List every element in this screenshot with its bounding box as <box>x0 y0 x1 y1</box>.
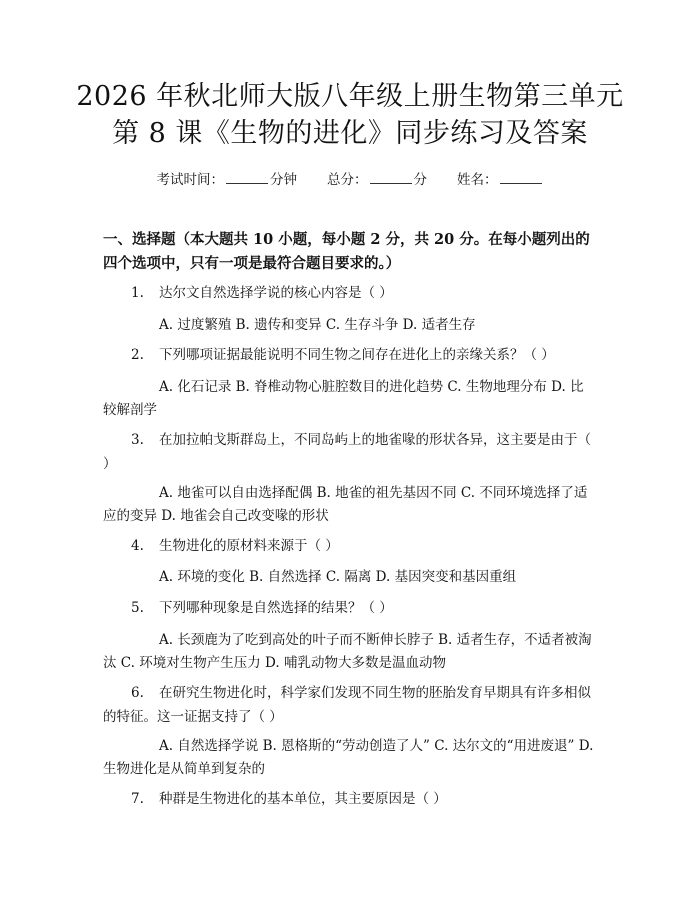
score-unit: 分 <box>413 172 427 188</box>
question-5 <box>103 596 597 620</box>
question-4-options: A. 环境的变化 B. 自然选择 C. 隔离 D. 基因突变和基因重组 <box>159 569 517 585</box>
score-label: 总分： <box>327 172 368 188</box>
question-6-options: A. 自然选择学说 B. 恩格斯的“劳动创造了人” C. 达尔文的“用进废退” D. 生物进化是从简单到复杂的 <box>103 738 594 777</box>
question-number: 4. <box>131 538 144 554</box>
question-number: 6. <box>131 685 144 701</box>
score-blank <box>370 171 412 184</box>
exam-meta <box>0 168 700 188</box>
question-5-options: A. 长颈鹿为了吃到高处的叶子而不断伸长脖子 B. 适者生存，不适者被淘汰 C. 环境对生物产生压力 D. 哺乳动物大多数是温血动物 <box>103 632 592 671</box>
question-stem: 生物进化的原材料来源于（ ） <box>159 538 339 554</box>
question-stem: 达尔文自然选择学说的核心内容是（ ） <box>159 285 393 301</box>
question-number: 7. <box>131 791 144 807</box>
name-label: 姓名： <box>457 172 498 188</box>
document-title-line-2: 第 8 课《生物的进化》同步练习及答案 <box>112 118 588 149</box>
question-1-options: A. 过度繁殖 B. 遗传和变异 C. 生存斗争 D. 适者生存 <box>159 317 476 333</box>
question-stem: 下列哪种现象是自然选择的结果？（ ） <box>159 600 393 616</box>
question-stem: 在加拉帕戈斯群岛上，不同岛屿上的地雀喙的形状各异，这主要是由于（ ） <box>103 432 591 472</box>
question-3-options: A. 地雀可以自由选择配偶 B. 地雀的祖先基因不同 C. 不同环境选择了适应的变异 D. 地雀会自己改变喙的形状 <box>103 485 588 524</box>
question-3 <box>103 428 597 476</box>
time-blank <box>226 171 268 184</box>
question-6 <box>103 681 597 729</box>
time-unit: 分钟 <box>269 172 297 188</box>
question-2-options: A. 化石记录 B. 脊椎动物心脏腔数目的进化趋势 C. 生物地理分布 D. 比较解剖学 <box>103 379 584 418</box>
question-number: 5. <box>131 600 144 616</box>
question-7 <box>103 787 597 811</box>
question-stem: 下列哪项证据最能说明不同生物之间存在进化上的亲缘关系？（ ） <box>159 347 555 363</box>
question-stem: 在研究生物进化时，科学家们发现不同生物的胚胎发育早期具有许多相似的特征。这一证据支持了（ ） <box>103 685 591 725</box>
question-number: 1. <box>131 285 144 301</box>
question-4 <box>103 534 597 558</box>
section-heading: 一、选择题（本大题共 10 小题，每小题 2 分，共 20 分。在每小题列出的四个选项中，只有一项是最符合题目要求的。） <box>103 231 590 272</box>
question-number: 2. <box>131 347 144 363</box>
name-blank <box>500 171 542 184</box>
question-2 <box>103 343 597 367</box>
document-title-line-1: 2026 年秋北师大版八年级上册生物第三单元 <box>76 81 624 112</box>
question-1 <box>103 281 597 305</box>
question-stem: 种群是生物进化的基本单位，其主要原因是（ ） <box>159 791 447 807</box>
question-number: 3. <box>131 432 144 448</box>
time-label: 考试时间： <box>156 172 224 188</box>
